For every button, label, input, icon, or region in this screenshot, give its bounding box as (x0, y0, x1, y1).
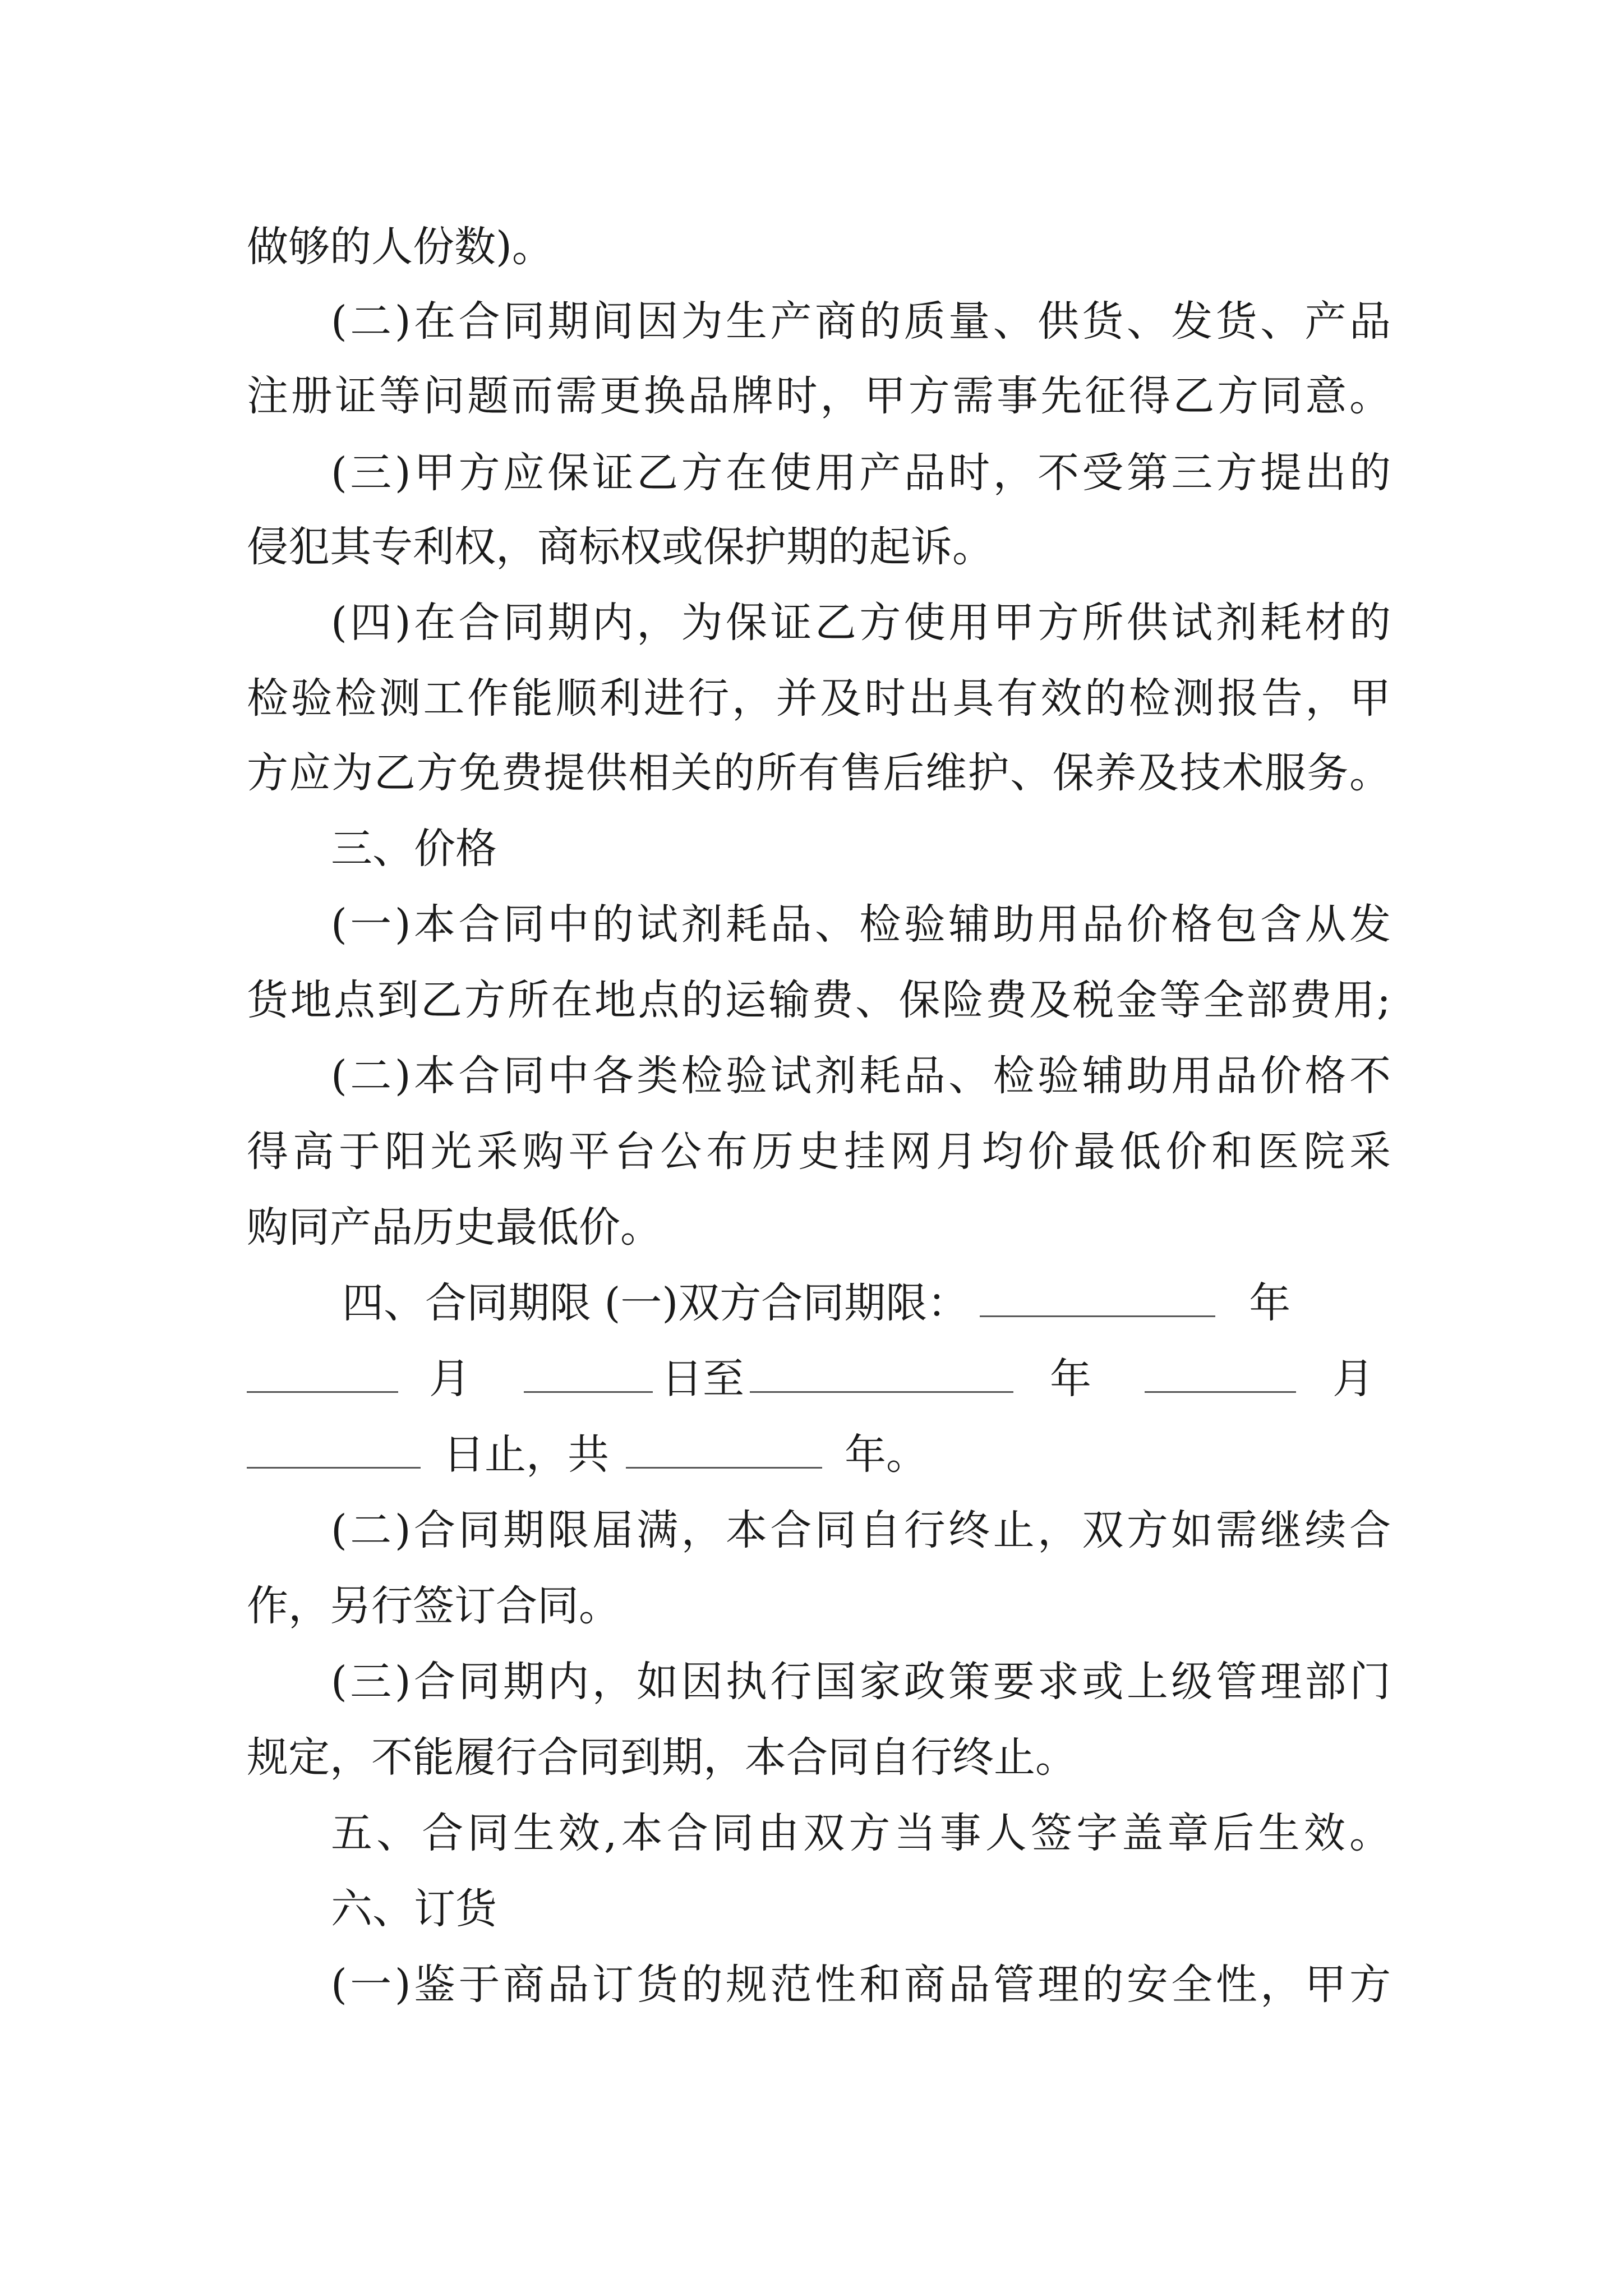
text-line: (一)鉴于商品订货的规范性和商品管理的安全性，甲方 (331, 1961, 1391, 2009)
text-line: 方应为乙方免费提供相关的所有售后维护、保养及技术服务。 (247, 749, 1391, 797)
text-line: 作，另行签订合同。 (247, 1582, 620, 1630)
contract-term-line-3 (247, 1424, 1391, 1485)
term-label: 四、合同期限 (一)双方合同期限： (342, 1279, 969, 1327)
text-line: 做够的人份数)。 (247, 223, 554, 271)
text-line: 侵犯其专利权，商标权或保护期的起诉。 (247, 523, 994, 571)
contract-term-line-2 (247, 1348, 1391, 1410)
end-year-blank (750, 1350, 1013, 1393)
text-line: 得高于阳光采购平台公布历史挂网月均价最低价和医院采 (247, 1128, 1391, 1176)
end-month-blank (1145, 1350, 1296, 1393)
day-blank (524, 1350, 653, 1393)
section-heading: 六、订货 (331, 1885, 497, 1933)
text-line: (二)合同期限届满，本合同自行终止，双方如需继续合 (331, 1506, 1391, 1554)
day-to-label: 日至 (661, 1355, 744, 1403)
end-day-label: 日止，共 (443, 1430, 609, 1479)
text-line: 注册证等问题而需更换品牌时，甲方需事先征得乙方同意。 (247, 372, 1391, 420)
text-line: (二)本合同中各类检验试剂耗品、检验辅助用品价格不 (331, 1052, 1391, 1100)
text-line: (四)在合同期内，为保证乙方使用甲方所供试剂耗材的 (331, 599, 1391, 647)
contract-term-line-1 (342, 1272, 1391, 1334)
text-line: 规定，不能履行合同到期，本合同自行终止。 (247, 1733, 1077, 1782)
end-year-label: 年 (1050, 1355, 1091, 1403)
text-line: 五、合同生效,本合同由双方当事人签字盖章后生效。 (331, 1809, 1391, 1857)
year-blank (980, 1274, 1215, 1317)
text-line: (三)合同期内，如因执行国家政策要求或上级管理部门 (331, 1658, 1391, 1706)
text-line: (二)在合同期间因为生产商的质量、供货、发货、产品 (331, 297, 1391, 346)
end-month-label: 月 (1332, 1355, 1374, 1403)
month-blank (247, 1350, 398, 1393)
text-line: 检验检测工作能顺利进行，并及时出具有效的检测报告，甲 (247, 674, 1391, 723)
text-line: (一)本合同中的试剂耗品、检验辅助用品价格包含从发 (331, 900, 1391, 949)
end-day-blank (247, 1425, 421, 1469)
years-blank (626, 1425, 822, 1469)
text-line: 购同产品历史最低价。 (247, 1203, 662, 1251)
section-heading: 三、价格 (331, 825, 497, 873)
years-label: 年。 (845, 1430, 928, 1479)
text-line: 货地点到乙方所在地点的运输费、保险费及税金等全部费用; (247, 976, 1391, 1024)
month-label: 月 (429, 1355, 471, 1403)
year-label: 年 (1249, 1279, 1291, 1327)
text-line: (三)甲方应保证乙方在使用产品时，不受第三方提出的 (331, 449, 1391, 497)
